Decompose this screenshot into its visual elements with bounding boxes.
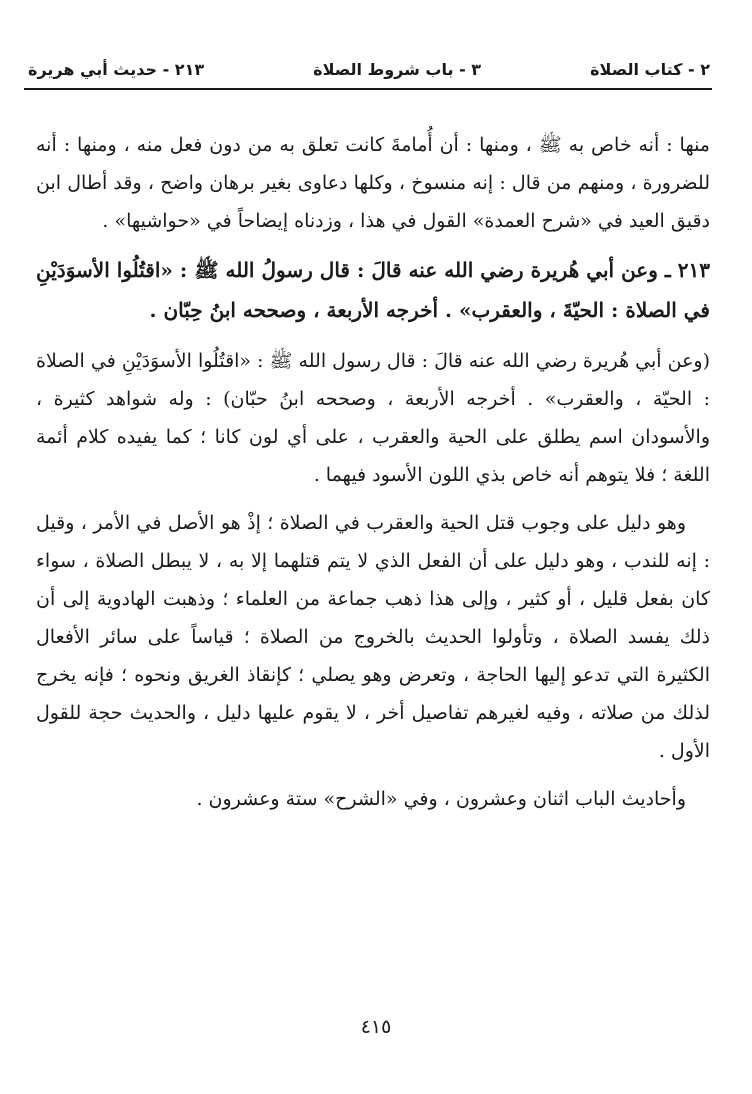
paragraph-chapter-count: وأحاديث الباب اثنان وعشرون ، وفي «الشرح» ستة وعشرون . <box>196 788 686 810</box>
main-text <box>36 126 710 828</box>
paragraph-ruling: وهو دليل على وجوب قتل الحية والعقرب في الصلاة ؛ إذْ هو الأصل في الأمر ، وقيل : إنه للندب ، وهو دليل على أن الفعل الذي لا يتم قتلهما إلا به ، لا يبطل الصلاة ، سواء كان بفعل قليل ، أو كثير ، وإلى هذا ذهب جماعة من العلماء ؛ وذهبت الهادوية إلى أن ذلك يفسد الصلاة ، وتأولوا الحديث بالخروج من الصلاة ؛ قياساً على سائر الأفعال الكثيرة التي تدعو إليها الحاجة ، وتعرض وهو يصلي ؛ كإنقاذ الغريق ونحوه ؛ فإنه يخرج لذلك من صلاته ، وفيه لغيرهم تفاصيل أخر ، لا يقوم عليها دليل ، والحديث حجة للقول الأول . <box>36 512 711 762</box>
page-number: ٤١٥ <box>360 1016 392 1038</box>
header-hadith-title: ٢١٣ - حديث أبي هريرة <box>28 59 205 79</box>
header-divider <box>24 88 712 90</box>
paragraph-hadith-text: ٢١٣ ـ وعن أبي هُريرة رضي الله عنه قالَ : قال رسولُ الله ﷺ : «اقتُلُوا الأسوَدَيْنِ في الصلاة : الحيّةَ ، والعقرب» . أخرجه الأربعة ، وصححه ابنُ حِبّان . <box>36 258 710 322</box>
header-book-title: ٢ - كتاب الصلاة <box>590 59 710 79</box>
paragraph-commentary-continuation: منها : أنه خاص به ﷺ ، ومنها : أن أُمامةَ كانت تعلق به من دون فعل منه ، ومنها : أنه للضرورة ، ومنهم من قال : إنه منسوخ ، وكلها دعاوى بغير برهان واضح ، وقد أطال ابن دقيق العيد في «شرح العمدة» القول في هذا ، وزدناه إيضاحاً في «حواشيها» . <box>36 134 710 232</box>
header-chapter-title: ٣ - باب شروط الصلاة <box>313 59 482 79</box>
running-header <box>28 52 710 86</box>
paragraph-hadith-explanation: (وعن أبي هُريرة رضي الله عنه قالَ : قال رسول الله ﷺ : «اقتُلُوا الأسوَدَيْنِ في الصلاة : الحيّة ، والعقرب» . أخرجه الأربعة ، وصححه ابنُ حبّان) : وله شواهد كثيرة ، والأسودان اسم يطلق على الحية والعقرب ، على أي لون كانا ؛ كما يفيده كلام أئمة اللغة ؛ فلا يتوهم أنه خاص بذي اللون الأسود فيهما . <box>36 350 711 486</box>
